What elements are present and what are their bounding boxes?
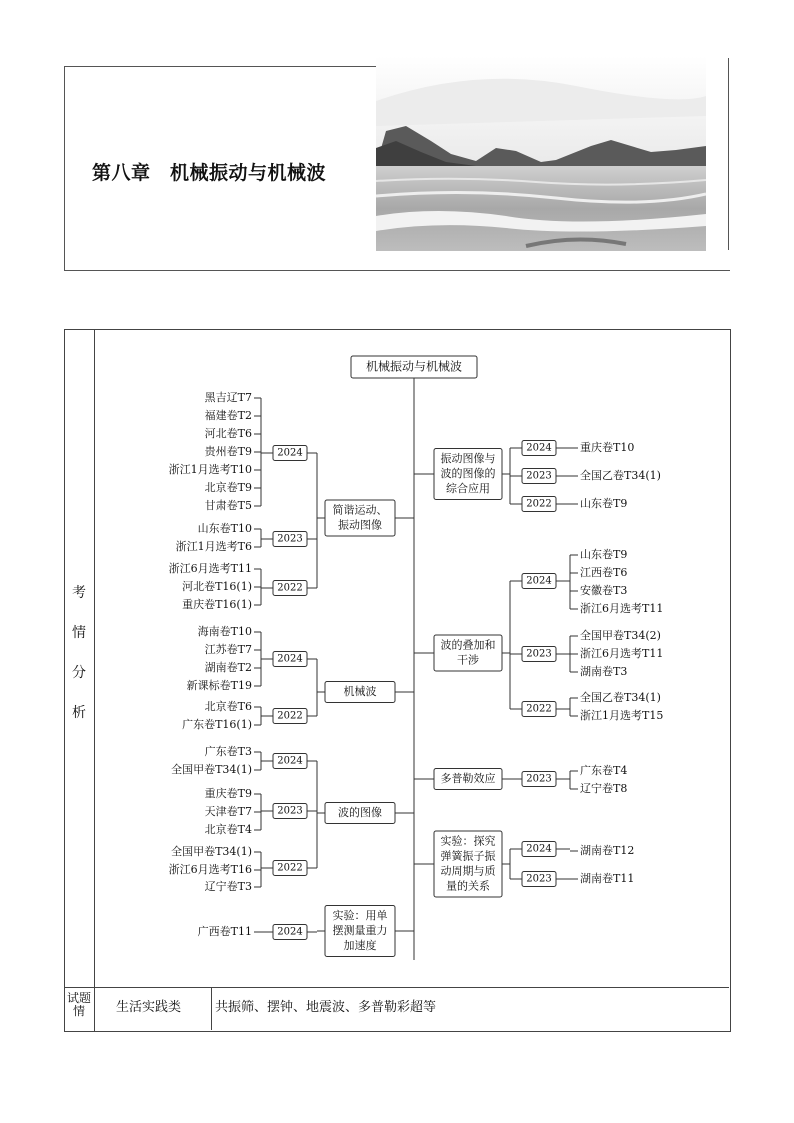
year-badge-label: 2022 (526, 703, 552, 715)
exam-item: 广东卷T4 (580, 764, 628, 777)
exam-item: 山东卷T9 (580, 548, 628, 561)
year-badge-label: 2024 (277, 755, 303, 767)
right-topic-box-label: 综合应用 (446, 482, 490, 495)
exam-item: 天津卷T7 (204, 805, 252, 818)
exam-item: 福建卷T2 (204, 409, 252, 422)
exam-item: 浙江1月选考T10 (168, 463, 252, 476)
bottom-row-content: 共振筛、摆钟、地震波、多普勒彩超等 (215, 1000, 437, 1015)
exam-item: 安徽卷T3 (580, 584, 628, 597)
root-topic-box-label: 机械振动与机械波 (365, 359, 463, 374)
exam-item: 重庆卷T16(1) (182, 598, 252, 611)
right-topic-box-label: 多普勒效应 (440, 772, 496, 785)
exam-item: 重庆卷T9 (204, 787, 252, 800)
chapter-title: 第八章 机械振动与机械波 (92, 162, 327, 184)
exam-item: 全国乙卷T34(1) (580, 469, 661, 482)
year-badge-label: 2023 (526, 648, 552, 660)
exam-item: 浙江6月选考T11 (580, 647, 664, 660)
exam-item: 浙江6月选考T11 (168, 562, 252, 575)
exam-item: 湖南卷T11 (580, 872, 635, 885)
exam-item: 全国甲卷T34(1) (171, 845, 252, 858)
side-label-char: 考 (72, 585, 86, 601)
left-topic-box-label: 机械波 (343, 685, 377, 698)
side-label-char: 分 (72, 665, 86, 681)
exam-item: 北京卷T9 (204, 481, 252, 494)
left-topic-box-label: 加速度 (343, 939, 377, 952)
exam-item: 湖南卷T2 (204, 661, 252, 674)
exam-item: 重庆卷T10 (580, 441, 635, 454)
exam-item: 北京卷T6 (204, 700, 252, 713)
right-topic-box-label: 弹簧振子振 (440, 849, 496, 863)
year-badge-label: 2022 (277, 862, 303, 874)
exam-item: 新课标卷T19 (186, 679, 252, 692)
right-topic-box-label: 量的关系 (446, 879, 490, 893)
exam-item: 浙江6月选考T16 (168, 863, 252, 876)
exam-item: 全国乙卷T34(1) (580, 691, 661, 704)
year-badge-label: 2024 (526, 575, 552, 587)
left-topic-box-label: 振动图像 (338, 518, 382, 532)
right-topic-box-label: 干涉 (457, 653, 479, 667)
exam-item: 贵州卷T9 (204, 445, 252, 458)
exam-item: 全国甲卷T34(2) (580, 629, 661, 642)
year-badge-label: 2023 (526, 773, 552, 785)
exam-item: 广东卷T16(1) (182, 718, 252, 731)
exam-item: 广西卷T11 (197, 925, 252, 938)
year-badge-label: 2022 (277, 582, 303, 594)
exam-item: 浙江1月选考T6 (175, 540, 252, 553)
right-topic-box-label: 动周期与质 (440, 864, 496, 878)
exam-item: 海南卷T10 (197, 625, 252, 638)
year-badge-label: 2022 (526, 498, 552, 510)
bottom-row-label: 试题情 (66, 992, 91, 1018)
year-badge-label: 2024 (277, 653, 303, 665)
left-topic-box-label: 波的图像 (338, 806, 382, 819)
right-topic-box-label: 振动图像与 (440, 452, 496, 465)
exam-item: 江苏卷T7 (204, 643, 252, 656)
year-badge-label: 2024 (526, 442, 552, 454)
exam-item: 黑吉辽T7 (204, 391, 252, 404)
bottom-row-category: 生活实践类 (116, 1000, 182, 1015)
exam-item: 全国甲卷T34(1) (171, 763, 252, 776)
exam-item: 山东卷T10 (197, 522, 252, 535)
left-topic-box-label: 实验：用单 (332, 909, 388, 922)
year-badge-label: 2023 (277, 533, 303, 545)
right-topic-box-label: 实验：探究 (440, 834, 496, 848)
year-badge-label: 2023 (277, 805, 303, 817)
exam-item: 山东卷T9 (580, 497, 628, 510)
year-badge-label: 2023 (526, 873, 552, 885)
exam-item: 湖南卷T12 (580, 844, 635, 857)
year-badge-label: 2024 (526, 843, 552, 855)
year-badge-label: 2022 (277, 710, 303, 722)
exam-item: 广东卷T3 (204, 745, 252, 758)
exam-item: 湖南卷T3 (580, 665, 628, 678)
exam-item: 辽宁卷T8 (580, 782, 628, 795)
right-topic-box-label: 波的图像的 (440, 467, 496, 480)
year-badge-label: 2023 (526, 470, 552, 482)
exam-item: 甘肃卷T5 (204, 499, 252, 512)
year-badge-label: 2024 (277, 926, 303, 938)
left-topic-box-label: 摆测量重力 (332, 924, 388, 937)
exam-item: 浙江1月选考T15 (580, 709, 664, 722)
year-badge-label: 2024 (277, 447, 303, 459)
side-label-char: 析 (72, 705, 86, 721)
side-label-char: 情 (72, 625, 86, 641)
exam-item: 江西卷T6 (580, 566, 628, 579)
exam-item: 浙江6月选考T11 (580, 602, 664, 615)
right-topic-box-label: 波的叠加和 (440, 638, 496, 652)
exam-item: 北京卷T4 (204, 823, 252, 836)
exam-item: 河北卷T16(1) (182, 580, 252, 593)
left-topic-box-label: 简谐运动、 (332, 503, 388, 517)
exam-item: 辽宁卷T3 (204, 880, 252, 893)
exam-item: 河北卷T6 (204, 427, 252, 440)
